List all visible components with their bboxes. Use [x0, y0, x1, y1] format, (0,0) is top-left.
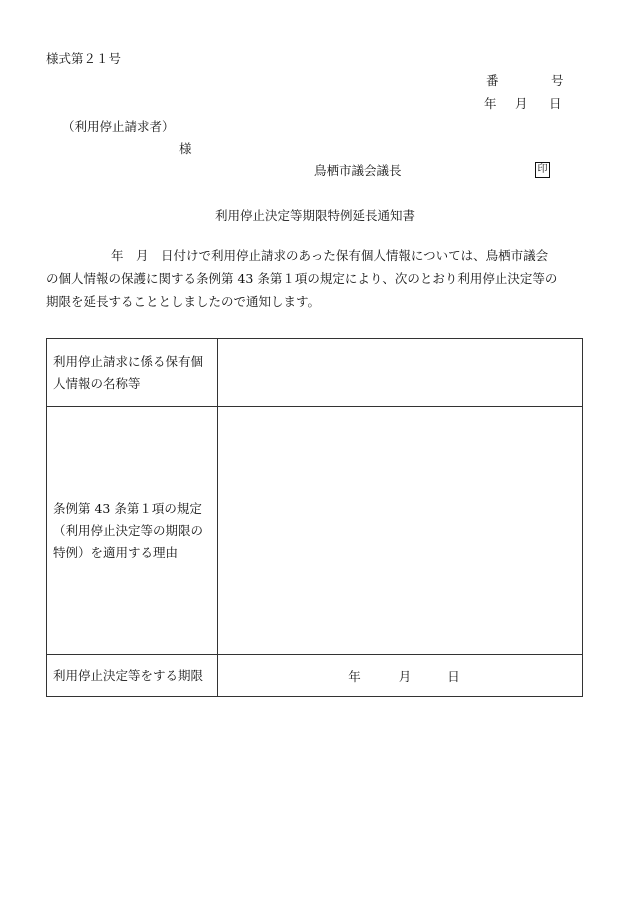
- table-row: [47, 655, 583, 697]
- date-year-label: 年: [484, 96, 497, 111]
- body-paragraph: [46, 244, 582, 313]
- body-line-1: 年 月 日付けで利用停止請求のあった保有個人情報については、鳥栖市議会: [111, 248, 549, 263]
- body-line-2: の個人情報の保護に関する条例第 43 条第１項の規定により、次のとおり利用停止決定等の: [46, 271, 558, 286]
- deadline-year-label: 年: [348, 668, 361, 684]
- table-row: [47, 407, 583, 655]
- reason-field[interactable]: [218, 407, 583, 655]
- deadline-label: 利用停止決定等をする期限: [47, 655, 218, 697]
- number-label-suffix: 号: [551, 73, 564, 88]
- deadline-date: [218, 667, 582, 685]
- details-table: [46, 338, 583, 697]
- reason-label-line-1: 条例第 43 条第１項の規定: [53, 500, 202, 516]
- document-title: 利用停止決定等期限特例延長通知書: [214, 208, 415, 223]
- number-label: 番: [486, 73, 499, 88]
- sender-title: 鳥栖市議会議長: [314, 163, 402, 178]
- seal-stamp: 印: [535, 162, 550, 178]
- deadline-day-label: 日: [447, 668, 460, 684]
- form-number: 様式第２１号: [46, 51, 122, 66]
- deadline-field[interactable]: [218, 655, 583, 697]
- deadline-month-label: 月: [398, 668, 412, 684]
- body-line-3: 期限を延長することとしましたので通知します。: [46, 294, 321, 309]
- info-name-label: [47, 339, 218, 407]
- requester-label: （利用停止請求者）: [62, 119, 175, 134]
- date-month-label: 月: [515, 96, 528, 111]
- reason-label-line-2: （利用停止決定等の期限の: [53, 522, 204, 538]
- reason-label-line-3: 特例）を適用する理由: [53, 544, 179, 560]
- info-name-label-line-1: 利用停止請求に係る保有個: [53, 353, 204, 369]
- info-name-field[interactable]: [218, 339, 583, 407]
- info-name-label-line-2: 人情報の名称等: [53, 375, 141, 391]
- table-row: [47, 339, 583, 407]
- honorific: 様: [179, 141, 192, 156]
- date-day-label: 日: [549, 96, 562, 111]
- reason-label: [47, 407, 218, 655]
